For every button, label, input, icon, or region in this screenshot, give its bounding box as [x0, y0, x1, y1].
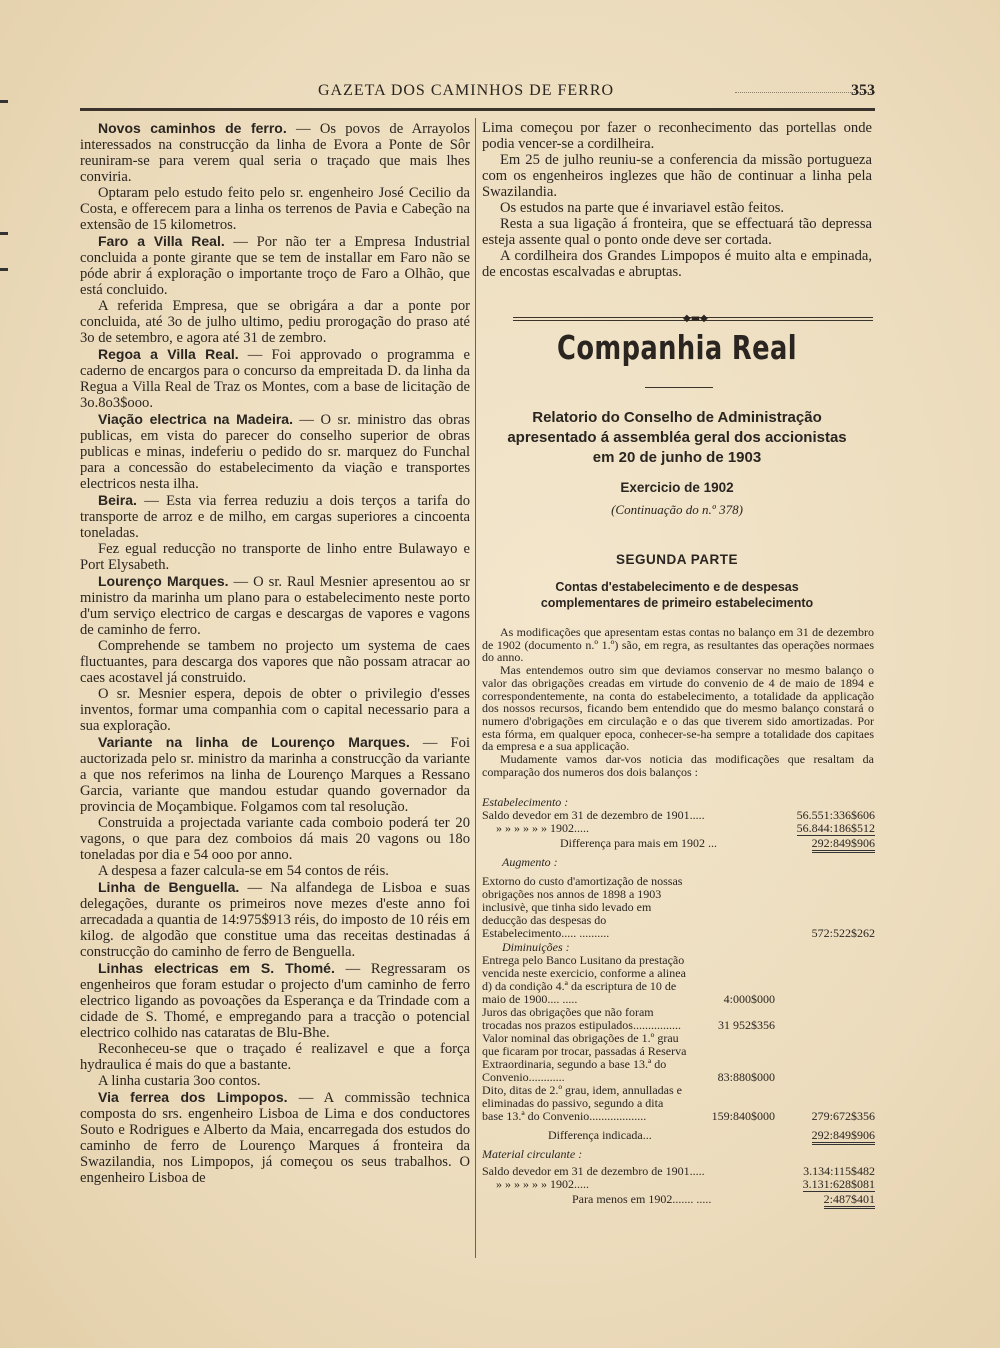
ledger-amount: 56.844:186$512	[796, 821, 875, 835]
news-paragraph	[80, 686, 470, 734]
news-text: — Foi approvado o programma e caderno de encargos para o concurso da empreitada D. da linha da Regua a Villa Real de Traz os Montes, com a base de licitação de 3o.8o3$ooo.	[80, 347, 471, 411]
header-rule	[80, 108, 875, 111]
news-paragraph	[482, 216, 872, 248]
news-text: Os estudos na parte que é invariavel estão feitos.	[500, 200, 785, 216]
news-text: Reconheceu-se que o traçado é realizavel e que a força hydraulica é mais do que a bastante.	[80, 1041, 470, 1073]
news-heading: Via ferrea dos Limpopos.	[98, 1089, 288, 1105]
ledger-label: Extorno do custo d'amortização de nossas obrigações nos annos de 1898 a 1903 inclusivè, que tinha sido levado em deducção das despesas do Estabelecimento..... ..........	[482, 874, 683, 940]
exercise-heading: Exercicio de 1902	[620, 480, 734, 495]
ornament-icon: ◆▬◆	[683, 313, 708, 324]
ledger-row	[482, 856, 875, 869]
ledger-amount: 292:849$906	[812, 1129, 875, 1145]
news-text: — Por não ter a Empresa Industrial concluida a ponte girante que se tem de installar em Faro não se póde abrir á exploração o importante troço de Faro a Olhão, que está concluido.	[80, 234, 471, 298]
report-paragraph: Mudamente vamos dar-vos noticia das modificações que resaltam da comparação dos numeros dos dois balanços :	[482, 752, 874, 779]
ledger-label: Dito, ditas de 2.º grau, idem, annulladas e eliminadas do passivo, segundo a dita base 13.ª do Convenio...................	[482, 1083, 683, 1123]
news-heading: Linhas electricas em S. Thomé.	[98, 960, 335, 976]
title-rule	[645, 387, 713, 388]
continuation-note: (Continuação do n.º 378)	[611, 502, 743, 517]
left-column	[80, 120, 470, 1186]
news-text: — Esta via ferrea reduziu a dois terços a tarifa do transporte de arroz e de milho, em cargas superiores a cincoenta toneladas.	[80, 493, 470, 541]
part-heading: SEGUNDA PARTE	[615, 552, 738, 567]
news-heading: Novos caminhos de ferro.	[98, 120, 287, 136]
report-heading-line: Relatorio do Conselho de Administração	[532, 409, 822, 426]
news-item	[80, 573, 470, 638]
report-heading	[482, 408, 872, 468]
news-paragraph	[80, 298, 470, 346]
news-heading: Lourenço Marques.	[98, 573, 229, 589]
report-body	[482, 626, 874, 778]
ledger-amount: 31 952$356	[718, 1018, 775, 1032]
ledger-amount: 83:880$000	[717, 1070, 775, 1084]
news-paragraph	[482, 152, 872, 200]
news-text: Construida a projectada variante cada comboio poderá ter 20 vagons, o que para dez comboios dá mais 20 vagons ou 18o toneladas por dia e 54 ooo por anno.	[80, 815, 470, 863]
news-text: Lima começou por fazer o reconhecimento das portellas onde podia vencer-se a cordilheira.	[482, 120, 872, 152]
ledger-label: Saldo devedor em 31 de dezembro de 1901.....	[482, 1164, 705, 1178]
news-paragraph	[80, 1073, 470, 1089]
ledger-row	[482, 1084, 875, 1123]
news-item	[80, 960, 470, 1041]
ledger-label: Valor nominal das obrigações de 1.º grau que ficaram por trocar, passadas á Reserva Extraordinaria, segundo a base 13.ª do Convenio............	[482, 1031, 687, 1084]
news-text: A cordilheira dos Grandes Limpopos é muito alta e empinada, de encostas escalvadas e abruptas.	[482, 248, 872, 280]
news-paragraph	[80, 815, 470, 863]
ledger-amount: 56.551:336$606	[796, 808, 875, 822]
ledger-amount: 4:000$000	[723, 992, 775, 1006]
ledger-amount: 3.131:628$081	[802, 1177, 875, 1191]
news-item	[80, 734, 470, 815]
ledger-label: Differença indicada...	[548, 1128, 652, 1142]
section-ornament	[513, 314, 873, 322]
ledger-label: Augmento :	[502, 855, 558, 869]
news-text: Em 25 de julho reuniu-se a conferencia da missão portugueza com os engenheiros inglezes que hão de continuar a linha pela Swazilandia.	[482, 152, 872, 200]
news-item	[80, 346, 470, 411]
news-item	[80, 492, 470, 541]
news-item	[80, 120, 470, 185]
ledger-row	[482, 837, 875, 850]
news-paragraph	[482, 120, 872, 152]
ledger-label: Juros das obrigações que não foram trocadas nos prazos estipulados................	[482, 1005, 681, 1032]
ledger-row	[482, 1148, 875, 1161]
ledger-amount: 2:487$401	[824, 1193, 875, 1209]
ledger-row	[482, 1006, 875, 1032]
ledger-row	[482, 822, 875, 835]
column-divider	[475, 118, 476, 1258]
news-text: — Os povos de Arrayolos interessados na construcção da linha de Evora a Ponte de Sôr reuniram-se para verem qual seria o traçado que mais lhes conviria.	[80, 121, 470, 185]
ledger-label: Material circulante :	[482, 1147, 583, 1161]
news-heading: Viação electrica na Madeira.	[98, 411, 293, 427]
news-text: — Foi auctorizada pelo sr. ministro da marinha a construcção da variante a que nos referimos na linha de Lourenço Marques a Ressano Garcia, variante que mandou estudar quando governador da provincia de Moçambique. Folgamos com tal resolução.	[80, 735, 471, 815]
news-item	[80, 233, 470, 298]
ledger-row	[482, 875, 875, 940]
ledger-label: Entrega pelo Banco Lusitano da prestação vencida neste exercicio, conforme a alinea d) da condição 4.ª da escriptura de 10 de maio de 1900.... .....	[482, 953, 686, 1006]
journal-title: GAZETA DOS CAMINHOS DE FERRO	[318, 82, 615, 99]
section-heading-line: Contas d'estabelecimento e de despesas	[555, 580, 799, 594]
page-header	[80, 82, 875, 104]
ledger-row	[482, 1178, 875, 1191]
ledger-label: Differença para mais em 1902 ...	[560, 836, 718, 850]
news-text: — A commissão technica composta do srs. engenheiro Lisboa de Lima e dos conductores Souto e Rodrigues e Alberto da Maia, encarregada dos estudos do caminho de ferro de Lourenço Marques á fronteira da Swazilandia, nos Limpopos, já começou os seus trabalhos. O engenheiro Lisboa de	[80, 1090, 470, 1186]
ledger-row	[482, 954, 875, 1006]
report-heading-line: apresentado á assembléa geral dos accionistas	[507, 429, 847, 446]
news-heading: Regoa a Villa Real.	[98, 346, 239, 362]
ledger-row	[482, 1032, 875, 1084]
section-heading	[482, 579, 872, 611]
news-text: A linha custaria 3oo contos.	[98, 1073, 261, 1089]
ledger-label: » » » » » » 1902.....	[496, 1177, 589, 1191]
report-paragraph: Mas entendemos outro sim que deviamos conservar no mesmo balanço o valor das obrigações creadas em virtude do convenio de 4 de maio de 1894 e correspondentemente, na conta do estabelecimento, a totalidade da applicação dos nossos recursos, ficando bem entendido que do mesmo balanço constará o numero d'obrigações em circulação e o das que tiverem sido amortizadas. Por esta fórma, em qualquer epoca, conhecer-se-ha sempre a totalidade dos capitaes da empresa e a sua applicação.	[482, 663, 874, 754]
news-paragraph	[80, 541, 470, 573]
news-text: — O sr. ministro das obras publicas, em vista do parecer do conselho superior de obras publicas e minas, indeferiu o pedido do sr. marquez do Funchal para a concessão do estabelecimento da viação e transportes electricos nesta ilha.	[80, 412, 470, 492]
report-heading-line: em 20 de junho de 1903	[592, 449, 762, 466]
margin-mark	[0, 268, 8, 271]
news-paragraph	[80, 638, 470, 686]
ledger-row	[482, 1129, 875, 1142]
page-number: 353	[851, 82, 875, 99]
news-text: — Regressaram os engenheiros que foram estudar o projecto d'um caminho de ferro electrico ligando as povoações da Esperança e da Trindade com a cidade de S. Thomé, e empregando para a tracção o potencial electrico colhido nas cataratas de Blu-Bhe.	[80, 961, 470, 1041]
news-heading: Linha de Benguella.	[98, 879, 240, 895]
right-column-top	[482, 120, 872, 280]
news-paragraph	[80, 1041, 470, 1073]
ledger-label: Saldo devedor em 31 de dezembro de 1901.....	[482, 808, 705, 822]
news-paragraph	[80, 185, 470, 233]
ledger-label: Diminuições :	[502, 940, 570, 954]
news-text: O sr. Mesnier espera, depois de obter o privilegio d'esses inventos, formar uma companhia com o capital necessario para a sua exploração.	[80, 686, 470, 734]
ledger-amount: 572:522$262	[811, 926, 875, 940]
news-paragraph	[482, 248, 872, 280]
news-text: Comprehende se tambem no projecto um systema de caes fluctuantes, para descarga dos vapores que não possam atracar ao caes acostavel já construido.	[80, 638, 470, 686]
section-heading-line: complementares de primeiro estabelecimento	[540, 596, 814, 610]
news-item	[80, 879, 470, 960]
report-paragraph: As modificações que apresentam estas contas no balanço em 31 de dezembro de 1902 (documento n.º 1.º) são, em regra, as resultantes das operações normaes do anno.	[482, 625, 874, 665]
news-heading: Faro a Villa Real.	[98, 233, 225, 249]
news-item	[80, 1089, 470, 1186]
ledger-amount: 279:672$356	[811, 1109, 875, 1123]
news-text: Resta a sua ligação á fronteira, que se effectuará tão depressa esteja assente qual o ponto onde deve ser cortada.	[482, 216, 872, 248]
margin-mark	[0, 100, 8, 103]
news-heading: Variante na linha de Lourenço Marques.	[98, 734, 410, 750]
news-heading: Beira.	[98, 492, 137, 508]
margin-mark	[0, 232, 8, 235]
ledger-amount: 3.134:115$482	[803, 1164, 875, 1178]
news-text: A referida Empresa, que se obrigára a dar a ponte por concluida, até 3o de julho ultimo, pediu prorogação do praso até 3o de setembro, e agora até 31 de zembro.	[80, 298, 470, 346]
news-text: A despesa a fazer calcula-se em 54 contos de réis.	[98, 863, 389, 879]
news-text: Optaram pelo estudo feito pelo sr. engenheiro José Cecilio da Costa, e offerecem para a linha os terrenos de Pavia e Cabeção na extensão de 15 kilometros.	[80, 185, 470, 233]
ledger-label: Para menos em 1902....... .....	[572, 1192, 712, 1206]
ledger-row	[482, 1193, 875, 1206]
news-item	[80, 411, 470, 492]
ledger-label: » » » » » » 1902.....	[496, 821, 589, 835]
company-title: Companhia Real	[557, 328, 797, 367]
ledger-label: Estabelecimento :	[482, 795, 569, 809]
news-text: — O sr. Raul Mesnier apresentou ao sr ministro da marinha um plano para o estabelecimento neste porto d'um serviço electrico de cargas e descargas de vapores e vagons de caminho de ferro.	[80, 574, 470, 638]
accounts-ledger	[482, 796, 875, 1206]
news-text: Fez egual reducção no transporte de linho entre Bulawayo e Port Elysabeth.	[80, 541, 470, 573]
ledger-amount: 159:840$000	[711, 1109, 775, 1123]
news-paragraph	[482, 200, 872, 216]
news-paragraph	[80, 863, 470, 879]
ledger-amount: 292:849$906	[812, 837, 875, 853]
news-text: — Na alfandega de Lisboa e suas delegações, durante os primeiros nove mezes d'este anno foi arrecadada a quantia de 14:975$913 réis, do imposto de 10 réis em kilog. de algodão que constitue uma das receitas destinadas á construcção do caminho de ferro de Benguella.	[80, 880, 470, 960]
